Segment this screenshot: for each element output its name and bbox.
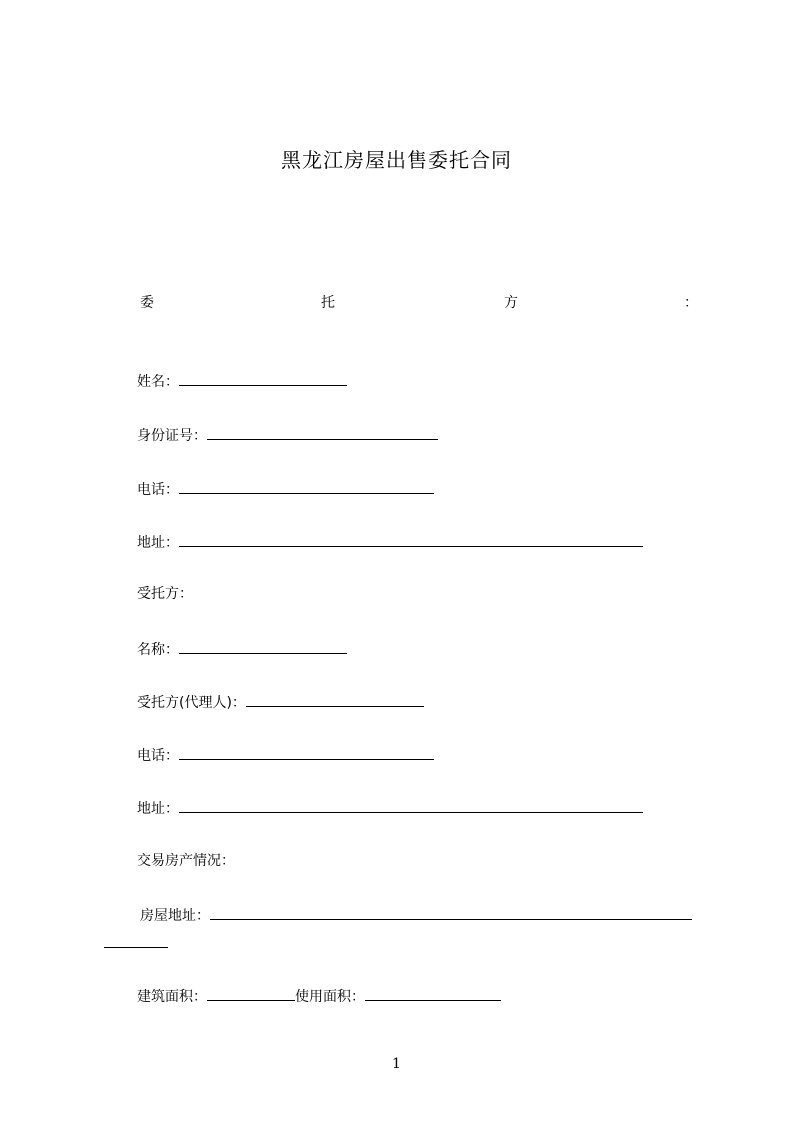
principal-phone-label: 电话：: [137, 482, 179, 498]
document-title: 黑龙江房屋出售委托合同: [281, 148, 512, 172]
building-area-label: 建筑面积：: [137, 989, 207, 1005]
property-address-blank[interactable]: [210, 904, 692, 920]
property-address-blank-continued[interactable]: [104, 932, 168, 948]
principal-address-label: 地址：: [137, 535, 179, 551]
agent-phone-row: [137, 744, 434, 766]
agent-name-blank[interactable]: [179, 638, 347, 654]
principal-heading-colon: ：: [684, 295, 698, 311]
principal-name-blank[interactable]: [179, 370, 347, 386]
usable-area-label: 使用面积：: [295, 989, 365, 1005]
agent-name-row: [137, 638, 347, 660]
principal-heading: [140, 292, 698, 312]
agent-address-blank[interactable]: [179, 797, 643, 813]
principal-address-blank[interactable]: [179, 531, 643, 547]
agent-address-label: 地址：: [137, 801, 179, 817]
property-address-continuation: [104, 932, 168, 954]
principal-name-row: [137, 370, 347, 392]
principal-id-row: [137, 424, 438, 446]
principal-id-blank[interactable]: [207, 424, 438, 440]
usable-area-blank[interactable]: [365, 985, 501, 1001]
building-area-blank[interactable]: [207, 985, 295, 1001]
agent-representative-blank[interactable]: [246, 691, 424, 707]
agent-representative-row: [137, 691, 424, 713]
principal-heading-char-2: 托: [321, 295, 335, 311]
principal-address-row: [137, 531, 643, 553]
principal-name-label: 姓名：: [137, 374, 179, 390]
principal-heading-char-3: 方: [504, 295, 518, 311]
agent-representative-label: 受托方(代理人)：: [137, 695, 246, 711]
property-heading: 交易房产情况：: [137, 853, 235, 869]
agent-address-row: [137, 797, 643, 819]
agent-phone-label: 电话：: [137, 748, 179, 764]
property-area-row: [137, 985, 501, 1007]
property-address-row: [140, 904, 692, 926]
agent-heading: 受托方：: [137, 586, 193, 602]
page-number: 1: [392, 1056, 401, 1072]
principal-phone-blank[interactable]: [179, 478, 434, 494]
principal-heading-char-1: 委: [140, 295, 154, 311]
principal-id-label: 身份证号：: [137, 428, 207, 444]
agent-name-label: 名称：: [137, 642, 179, 658]
agent-phone-blank[interactable]: [179, 744, 434, 760]
property-address-label: 房屋地址：: [140, 908, 210, 924]
principal-phone-row: [137, 478, 434, 500]
